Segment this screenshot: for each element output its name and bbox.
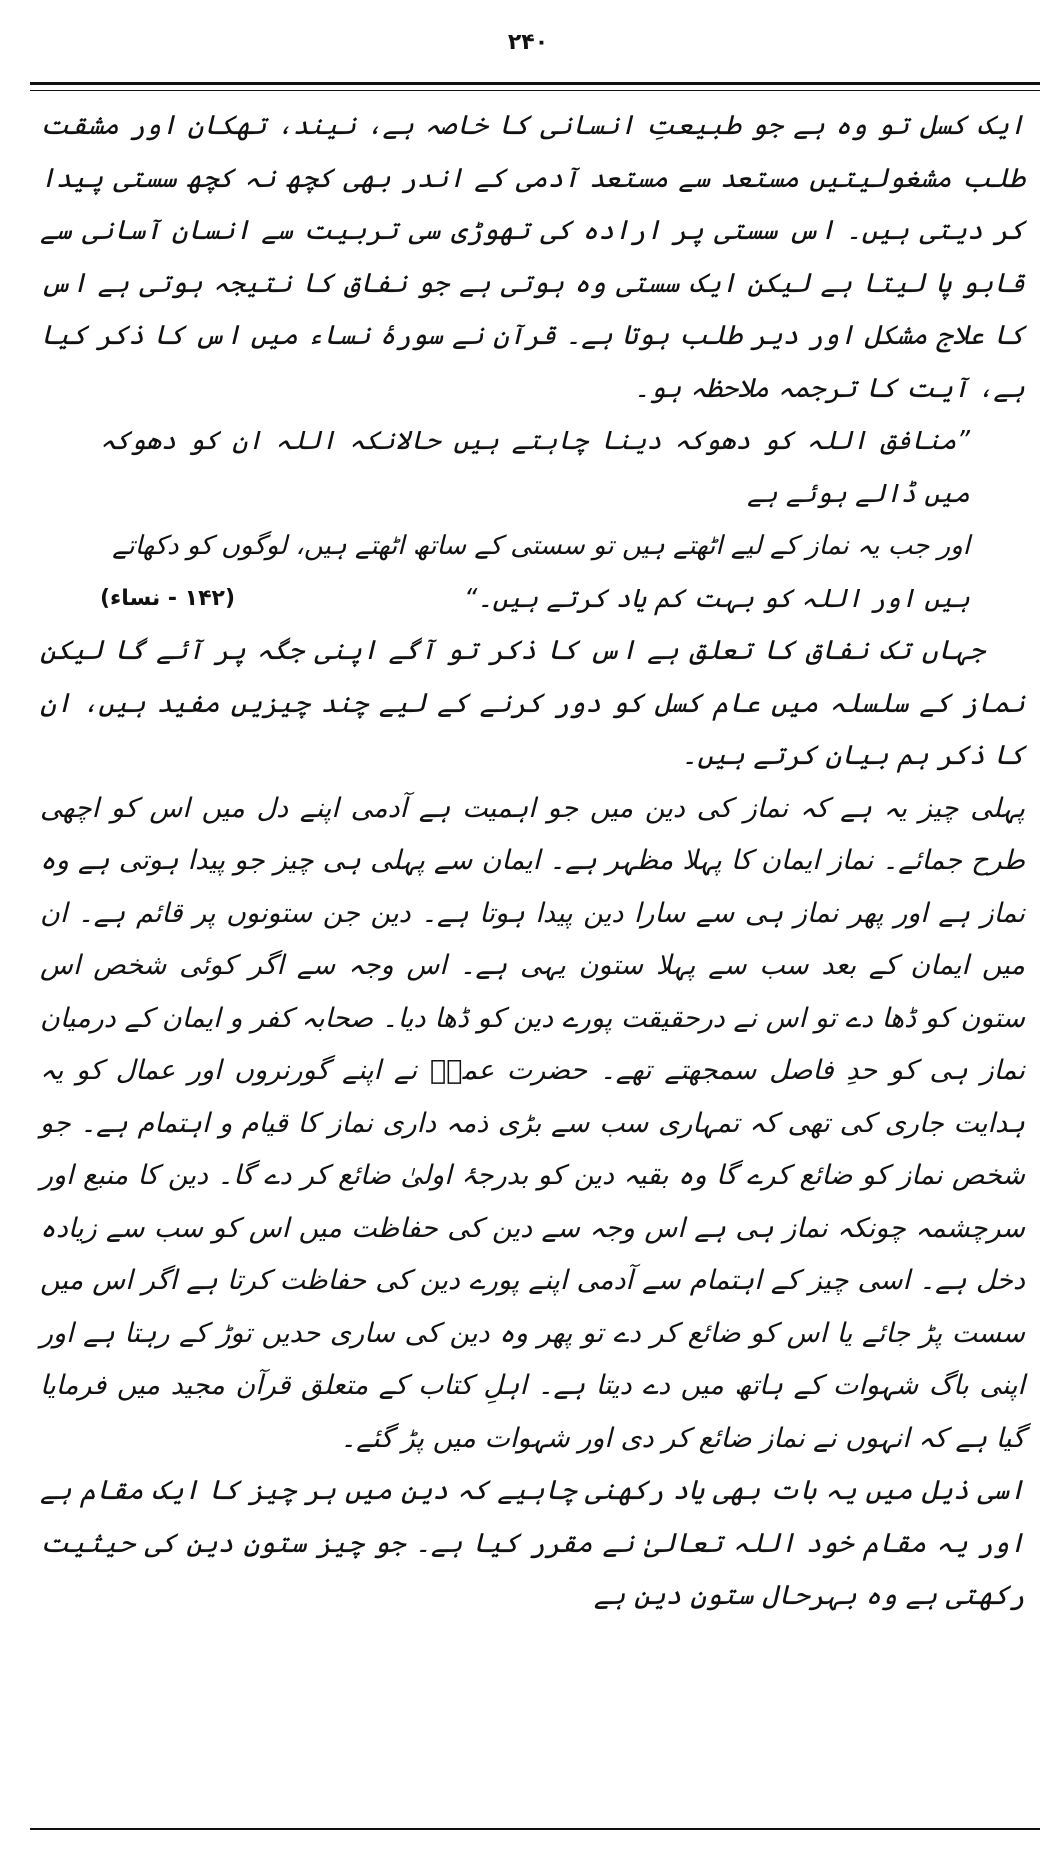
quote-line-1: ”منافق اللہ کو دھوکہ دینا چاہتے ہیں حالانکہ اللہ ان کو دھوکہ میں ڈالے ہوئے ہے <box>100 426 970 509</box>
top-rule-thin <box>30 90 1040 91</box>
bottom-rule <box>30 1828 1040 1830</box>
page-number: ۲۴۰ <box>507 30 549 55</box>
quote-line-2: اور جب یہ نماز کے لیے اٹھتے ہیں تو سستی کے ساتھ اٹھتے ہیں، لوگوں کو دکھاتے <box>112 531 970 561</box>
quranic-quote <box>40 415 1025 625</box>
paragraph-3: پہلی چیز یہ ہے کہ نماز کی دین میں جو اہمیت ہے آدمی اپنے دل میں اس کو اچھی طرح جمائے۔ نماز ایمان کا پہلا مظہر ہے۔ ایمان سے پہلی ہی چیز جو پیدا ہوتی ہے وہ نماز ہے اور پھر نماز ہی سے سارا دین پیدا ہوتا ہے۔ دین جن ستونوں پر قائم ہے۔ ان میں ایمان کے بعد سب سے پہلا ستون یہی ہے۔ اس وجہ سے اگر کوئی شخص اس ستون کو ڈھا دے تو اس نے درحقیقت پورے دین کو ڈھا دیا۔ صحابہ کفر و ایمان کے درمیان نماز ہی کو حدِ فاصل سمجھتے تھے۔ حضرت عمرؓ نے اپنے گورنروں اور عمال کو یہ ہدایت جاری کی تھی کہ تمہاری سب سے بڑی ذمہ داری نماز کا قیام و اہتمام ہے۔ جو شخص نماز کو ضائع کرے گا وہ بقیہ دین کو بدرجۂ اولیٰ ضائع کر دے گا۔ دین کا منبع اور سرچشمہ چونکہ نماز ہی ہے اس وجہ سے دین کی حفاظت میں اس کو سب سے زیادہ دخل ہے۔ اسی چیز کے اہتمام سے آدمی اپنے پورے دین کی حفاظت کرتا ہے اگر اس میں سست پڑ جائے یا اس کو ضائع کر دے تو پھر وہ دین کی ساری حدیں توڑ کے رہتا ہے اور اپنی باگ شہوات کے ہاتھ میں دے دیتا ہے۔ اہلِ کتاب کے متعلق قرآن مجید میں فرمایا گیا ہے کہ انہوں نے نماز ضائع کر دی اور شہوات میں پڑ گئے۔ <box>40 792 1025 1454</box>
paragraph-2: جہاں تک نفاق کا تعلق ہے اس کا ذکر تو آگے اپنی جگہ پر آئے گا لیکن نماز کے سلسلہ میں عام کسل کو دور کرنے کے لیے چند چیزیں مفید ہیں، ان کا ذکر ہم بیان کرتے ہیں۔ <box>40 635 1025 771</box>
page-body <box>40 100 1025 1623</box>
paragraph-1: ایک کسل تو وہ ہے جو طبیعتِ انسانی کا خاصہ ہے، نیند، تھکان اور مشقت طلب مشغولیتیں مستعد سے مستعد آدمی کے اندر بھی کچھ نہ کچھ سستی پیدا کر دیتی ہیں۔ اس سستی پر ارادہ کی تھوڑی سی تربیت سے انسان آسانی سے قابو پا لیتا ہے لیکن ایک سستی وہ ہوتی ہے جو نفاق کا نتیجہ ہوتی ہے اس کا علاج مشکل اور دیر طلب ہوتا ہے۔ قرآن نے سورۂ نساء میں اس کا ذکر کیا ہے، آیت کا ترجمہ ملاحظہ ہو۔ <box>40 110 1025 404</box>
quote-line-3: ہیں اور اللہ کو بہت کم یاد کرتے ہیں۔“ <box>463 583 970 614</box>
top-rule <box>30 82 1040 85</box>
paragraph-4: اسی ذیل میں یہ بات بھی یاد رکھنی چاہیے کہ دین میں ہر چیز کا ایک مقام ہے اور یہ مقام خود اللہ تعالیٰ نے مقرر کیا ہے۔ جو چیز ستونِ دین کی حیثیت رکھتی ہے وہ بہرحال ستونِ دین ہے <box>40 1475 1025 1611</box>
quote-line-3-row <box>100 573 970 626</box>
quote-reference: (۱۴۲ - نساء) <box>100 585 236 611</box>
